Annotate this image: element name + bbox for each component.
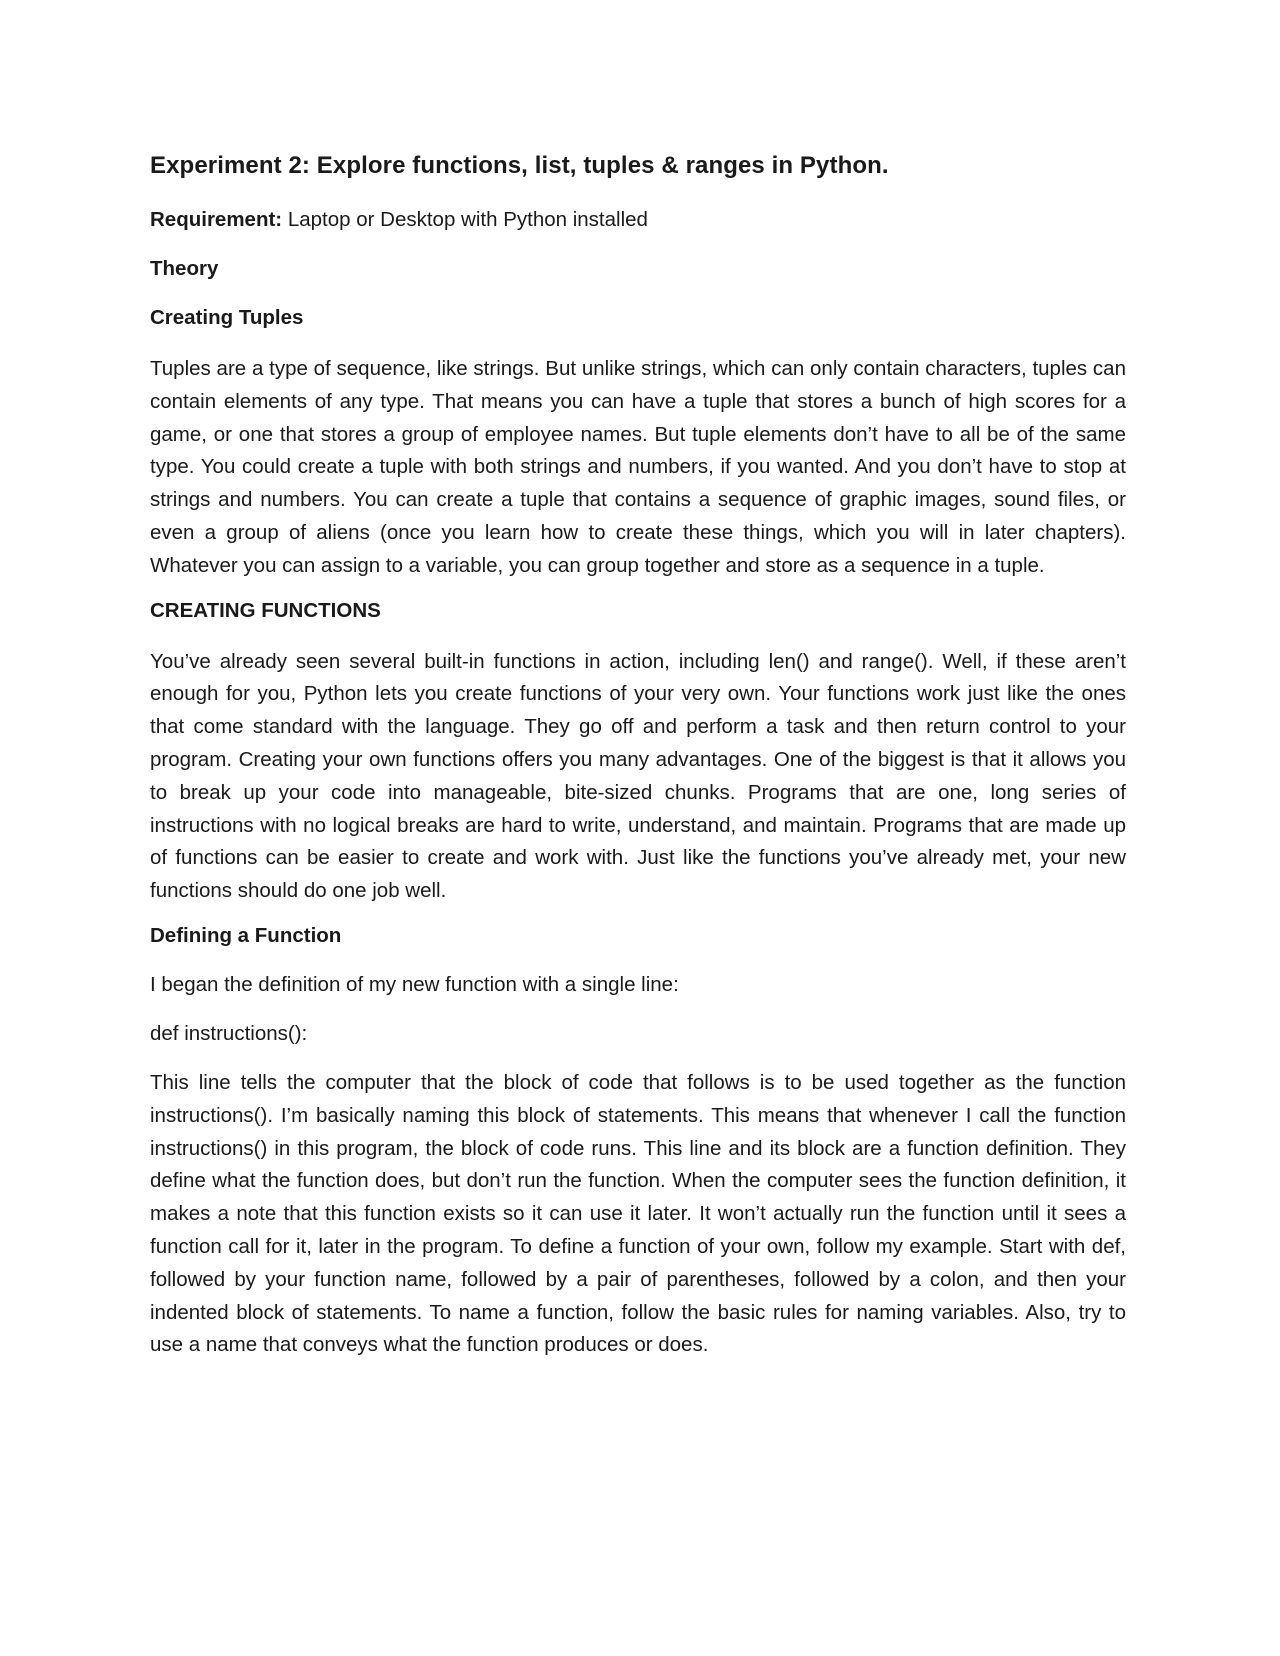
creating-tuples-paragraph: Tuples are a type of sequence, like strings. But unlike strings, which can only contain characters, tuples can contain elements of any type. That means you can have a tuple that stores a bunch of high scores for a game, or one that stores a group of employee names. But tuple elements don’t have to all be of the same type. You could create a tuple with both strings and numbers, if you wanted. And you don’t have to stop at strings and numbers. You can create a tuple that contains a sequence of graphic images, sound files, or even a group of aliens (once you learn how to create these things, which you will in later chapters). Whatever you can assign to a variable, you can group together and store as a sequence in a tuple. <box>150 357 1126 577</box>
creating-functions-heading: CREATING FUNCTIONS <box>150 598 381 622</box>
defining-function-intro: I began the definition of my new function with a single line: <box>150 972 679 996</box>
document-page <box>150 150 1126 1376</box>
requirement-line <box>150 206 1126 234</box>
page-title: Experiment 2: Explore functions, list, tuples & ranges in Python. <box>150 152 889 179</box>
code-snippet: def instructions(): <box>150 1021 308 1045</box>
requirement-text: Laptop or Desktop with Python installed <box>282 208 648 231</box>
defining-function-paragraph: This line tells the computer that the block of code that follows is to be used together as the function instructions(). I’m basically naming this block of statements. This means that whenever I call the function instructions() in this program, the block of code runs. This line and its block are a function definition. They define what the function does, but don’t run the function. When the computer sees the function definition, it makes a note that this function exists so it can use it later. It won’t actually run the function until it sees a function call for it, later in the program. To define a function of your own, follow my example. Start with def, followed by your function name, followed by a pair of parentheses, followed by a colon, and then your indented block of statements. To name a function, follow the basic rules for naming variables. Also, try to use a name that conveys what the function produces or does. <box>150 1070 1126 1357</box>
theory-heading: Theory <box>150 257 219 280</box>
requirement-label: Requirement: <box>150 208 283 231</box>
defining-function-heading: Defining a Function <box>150 923 342 947</box>
creating-functions-paragraph: You’ve already seen several built-in functions in action, including len() and range(). Well, if these aren’t enough for you, Python lets you create functions of your very own. Your functions work just like the ones that come standard with the language. They go off and perform a task and then return control to your program. Creating your own functions offers you many advantages. One of the biggest is that it allows you to break up your code into manageable, bite-sized chunks. Programs that are one, long series of instructions with no logical breaks are hard to write, understand, and maintain. Programs that are made up of functions can be easier to create and work with. Just like the functions you’ve already met, your new functions should do one job well. <box>150 649 1126 903</box>
creating-tuples-heading: Creating Tuples <box>150 306 304 329</box>
